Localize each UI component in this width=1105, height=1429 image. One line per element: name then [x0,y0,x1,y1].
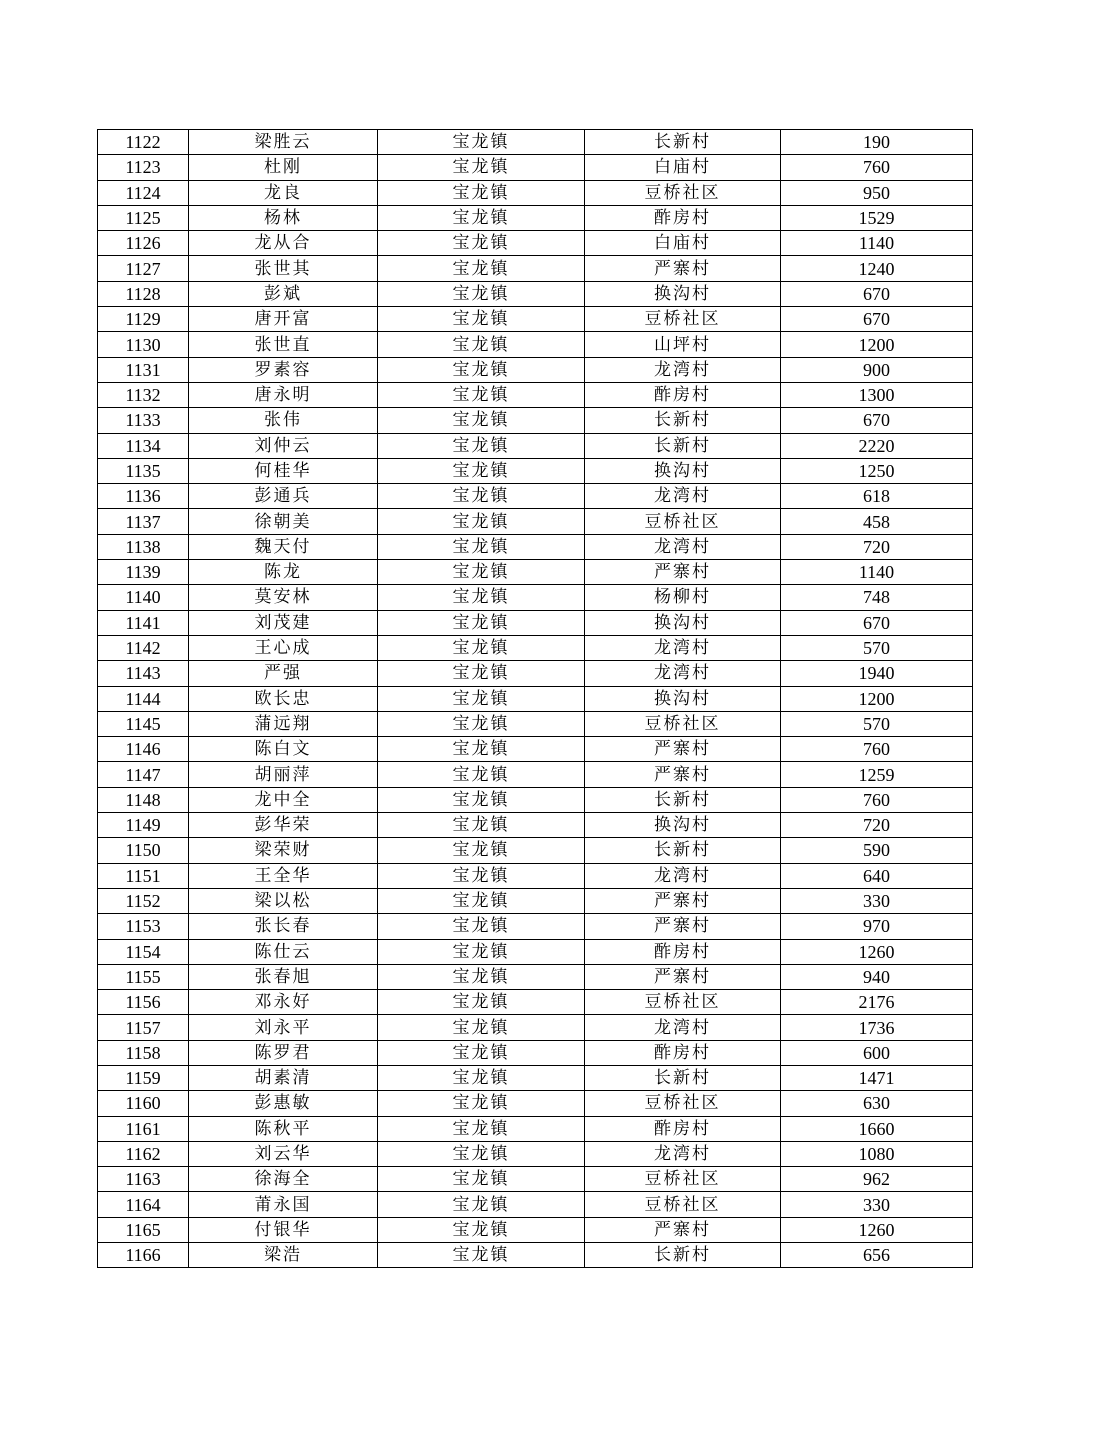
village-cell: 酢房村 [585,205,781,230]
amount-cell: 2176 [781,990,973,1015]
amount-cell: 570 [781,711,973,736]
amount-cell: 330 [781,888,973,913]
amount-cell: 1940 [781,661,973,686]
village-cell: 豆桥社区 [585,180,781,205]
row-number-cell: 1161 [98,1116,189,1141]
table-row [98,939,973,964]
name-cell: 王心成 [189,635,378,660]
table-row [98,357,973,382]
table-row [98,1192,973,1217]
amount-cell: 670 [781,610,973,635]
village-cell: 换沟村 [585,281,781,306]
village-cell: 换沟村 [585,458,781,483]
town-cell: 宝龙镇 [378,635,585,660]
village-cell: 酢房村 [585,1040,781,1065]
row-number-cell: 1138 [98,534,189,559]
amount-cell: 900 [781,357,973,382]
amount-cell: 760 [781,787,973,812]
table-row [98,408,973,433]
village-cell: 龙湾村 [585,357,781,382]
row-number-cell: 1153 [98,914,189,939]
row-number-cell: 1145 [98,711,189,736]
village-cell: 龙湾村 [585,1141,781,1166]
village-cell: 严寨村 [585,1217,781,1242]
town-cell: 宝龙镇 [378,1091,585,1116]
village-cell: 严寨村 [585,914,781,939]
name-cell: 杨林 [189,205,378,230]
town-cell: 宝龙镇 [378,332,585,357]
table-row [98,838,973,863]
table-row [98,1243,973,1268]
row-number-cell: 1123 [98,155,189,180]
amount-cell: 1736 [781,1015,973,1040]
village-cell: 酢房村 [585,939,781,964]
name-cell: 蒲远翔 [189,711,378,736]
amount-cell: 950 [781,180,973,205]
village-cell: 长新村 [585,1243,781,1268]
row-number-cell: 1140 [98,585,189,610]
town-cell: 宝龙镇 [378,155,585,180]
name-cell: 刘永平 [189,1015,378,1040]
village-cell: 豆桥社区 [585,1167,781,1192]
town-cell: 宝龙镇 [378,863,585,888]
table-row [98,1065,973,1090]
row-number-cell: 1135 [98,458,189,483]
amount-cell: 2220 [781,433,973,458]
name-cell: 张春旭 [189,964,378,989]
table-row [98,1116,973,1141]
amount-cell: 1200 [781,332,973,357]
row-number-cell: 1134 [98,433,189,458]
table-row [98,964,973,989]
village-cell: 豆桥社区 [585,1192,781,1217]
village-cell: 豆桥社区 [585,509,781,534]
amount-cell: 1300 [781,382,973,407]
data-table [97,129,973,1268]
row-number-cell: 1165 [98,1217,189,1242]
village-cell: 换沟村 [585,610,781,635]
amount-cell: 1250 [781,458,973,483]
row-number-cell: 1122 [98,130,189,155]
row-number-cell: 1139 [98,560,189,585]
name-cell: 唐永明 [189,382,378,407]
village-cell: 龙湾村 [585,484,781,509]
town-cell: 宝龙镇 [378,1015,585,1040]
amount-cell: 630 [781,1091,973,1116]
name-cell: 梁胜云 [189,130,378,155]
town-cell: 宝龙镇 [378,1192,585,1217]
town-cell: 宝龙镇 [378,1243,585,1268]
table-row [98,1217,973,1242]
table-row [98,787,973,812]
table-row [98,509,973,534]
row-number-cell: 1150 [98,838,189,863]
town-cell: 宝龙镇 [378,130,585,155]
village-cell: 长新村 [585,838,781,863]
table-row [98,433,973,458]
row-number-cell: 1154 [98,939,189,964]
village-cell: 严寨村 [585,888,781,913]
name-cell: 陈仕云 [189,939,378,964]
table-row [98,585,973,610]
row-number-cell: 1157 [98,1015,189,1040]
amount-cell: 1080 [781,1141,973,1166]
row-number-cell: 1151 [98,863,189,888]
table-body [98,130,973,1268]
amount-cell: 1240 [781,256,973,281]
town-cell: 宝龙镇 [378,484,585,509]
table-row [98,1167,973,1192]
name-cell: 张世其 [189,256,378,281]
row-number-cell: 1158 [98,1040,189,1065]
table-row [98,737,973,762]
amount-cell: 618 [781,484,973,509]
village-cell: 豆桥社区 [585,1091,781,1116]
town-cell: 宝龙镇 [378,256,585,281]
table-row [98,914,973,939]
village-cell: 白庙村 [585,231,781,256]
table-row [98,307,973,332]
amount-cell: 1259 [781,762,973,787]
town-cell: 宝龙镇 [378,737,585,762]
table-row [98,1091,973,1116]
town-cell: 宝龙镇 [378,357,585,382]
town-cell: 宝龙镇 [378,990,585,1015]
table-row [98,1141,973,1166]
town-cell: 宝龙镇 [378,888,585,913]
town-cell: 宝龙镇 [378,787,585,812]
name-cell: 龙从合 [189,231,378,256]
amount-cell: 330 [781,1192,973,1217]
village-cell: 严寨村 [585,964,781,989]
town-cell: 宝龙镇 [378,1116,585,1141]
name-cell: 陈白文 [189,737,378,762]
village-cell: 龙湾村 [585,534,781,559]
amount-cell: 590 [781,838,973,863]
village-cell: 豆桥社区 [585,711,781,736]
row-number-cell: 1163 [98,1167,189,1192]
row-number-cell: 1143 [98,661,189,686]
amount-cell: 670 [781,307,973,332]
village-cell: 换沟村 [585,686,781,711]
row-number-cell: 1149 [98,813,189,838]
amount-cell: 748 [781,585,973,610]
village-cell: 豆桥社区 [585,990,781,1015]
amount-cell: 940 [781,964,973,989]
row-number-cell: 1142 [98,635,189,660]
name-cell: 付银华 [189,1217,378,1242]
name-cell: 龙良 [189,180,378,205]
table-row [98,888,973,913]
row-number-cell: 1162 [98,1141,189,1166]
town-cell: 宝龙镇 [378,509,585,534]
name-cell: 欧长忠 [189,686,378,711]
table-row [98,661,973,686]
row-number-cell: 1125 [98,205,189,230]
table-row [98,484,973,509]
amount-cell: 570 [781,635,973,660]
amount-cell: 656 [781,1243,973,1268]
village-cell: 白庙村 [585,155,781,180]
table-row [98,382,973,407]
table-row [98,610,973,635]
name-cell: 邓永好 [189,990,378,1015]
town-cell: 宝龙镇 [378,180,585,205]
table-row [98,686,973,711]
town-cell: 宝龙镇 [378,534,585,559]
name-cell: 彭斌 [189,281,378,306]
name-cell: 刘仲云 [189,433,378,458]
amount-cell: 760 [781,155,973,180]
table-row [98,560,973,585]
town-cell: 宝龙镇 [378,382,585,407]
name-cell: 胡丽萍 [189,762,378,787]
row-number-cell: 1132 [98,382,189,407]
row-number-cell: 1126 [98,231,189,256]
name-cell: 陈龙 [189,560,378,585]
row-number-cell: 1160 [98,1091,189,1116]
town-cell: 宝龙镇 [378,813,585,838]
village-cell: 龙湾村 [585,863,781,888]
row-number-cell: 1155 [98,964,189,989]
row-number-cell: 1144 [98,686,189,711]
amount-cell: 1260 [781,939,973,964]
amount-cell: 1529 [781,205,973,230]
town-cell: 宝龙镇 [378,458,585,483]
name-cell: 莫安林 [189,585,378,610]
village-cell: 酢房村 [585,1116,781,1141]
name-cell: 梁以松 [189,888,378,913]
row-number-cell: 1127 [98,256,189,281]
name-cell: 张伟 [189,408,378,433]
town-cell: 宝龙镇 [378,560,585,585]
amount-cell: 1471 [781,1065,973,1090]
town-cell: 宝龙镇 [378,231,585,256]
town-cell: 宝龙镇 [378,433,585,458]
amount-cell: 720 [781,813,973,838]
town-cell: 宝龙镇 [378,610,585,635]
name-cell: 唐开富 [189,307,378,332]
village-cell: 严寨村 [585,560,781,585]
amount-cell: 720 [781,534,973,559]
table-row [98,813,973,838]
name-cell: 陈秋平 [189,1116,378,1141]
name-cell: 张世直 [189,332,378,357]
table-row [98,534,973,559]
town-cell: 宝龙镇 [378,205,585,230]
town-cell: 宝龙镇 [378,711,585,736]
row-number-cell: 1129 [98,307,189,332]
town-cell: 宝龙镇 [378,1141,585,1166]
table-row [98,130,973,155]
town-cell: 宝龙镇 [378,939,585,964]
village-cell: 豆桥社区 [585,307,781,332]
village-cell: 长新村 [585,408,781,433]
name-cell: 龙中全 [189,787,378,812]
row-number-cell: 1166 [98,1243,189,1268]
amount-cell: 600 [781,1040,973,1065]
name-cell: 张长春 [189,914,378,939]
village-cell: 严寨村 [585,737,781,762]
name-cell: 刘茂建 [189,610,378,635]
amount-cell: 1140 [781,231,973,256]
village-cell: 长新村 [585,787,781,812]
table-row [98,180,973,205]
amount-cell: 670 [781,281,973,306]
table-row [98,635,973,660]
row-number-cell: 1137 [98,509,189,534]
row-number-cell: 1156 [98,990,189,1015]
town-cell: 宝龙镇 [378,281,585,306]
row-number-cell: 1146 [98,737,189,762]
row-number-cell: 1147 [98,762,189,787]
row-number-cell: 1133 [98,408,189,433]
name-cell: 徐海全 [189,1167,378,1192]
village-cell: 山坪村 [585,332,781,357]
village-cell: 龙湾村 [585,635,781,660]
village-cell: 严寨村 [585,256,781,281]
amount-cell: 1140 [781,560,973,585]
row-number-cell: 1148 [98,787,189,812]
name-cell: 彭华荣 [189,813,378,838]
town-cell: 宝龙镇 [378,762,585,787]
village-cell: 换沟村 [585,813,781,838]
row-number-cell: 1128 [98,281,189,306]
table-row [98,231,973,256]
town-cell: 宝龙镇 [378,307,585,332]
name-cell: 梁荣财 [189,838,378,863]
town-cell: 宝龙镇 [378,686,585,711]
town-cell: 宝龙镇 [378,408,585,433]
village-cell: 酢房村 [585,382,781,407]
name-cell: 胡素清 [189,1065,378,1090]
town-cell: 宝龙镇 [378,1065,585,1090]
village-cell: 杨柳村 [585,585,781,610]
table-row [98,256,973,281]
town-cell: 宝龙镇 [378,661,585,686]
amount-cell: 962 [781,1167,973,1192]
amount-cell: 190 [781,130,973,155]
name-cell: 魏天付 [189,534,378,559]
table-row [98,1040,973,1065]
table-row [98,990,973,1015]
town-cell: 宝龙镇 [378,914,585,939]
town-cell: 宝龙镇 [378,1040,585,1065]
table-row [98,711,973,736]
name-cell: 徐朝美 [189,509,378,534]
town-cell: 宝龙镇 [378,585,585,610]
name-cell: 陈罗君 [189,1040,378,1065]
village-cell: 严寨村 [585,762,781,787]
village-cell: 龙湾村 [585,1015,781,1040]
row-number-cell: 1131 [98,357,189,382]
name-cell: 彭通兵 [189,484,378,509]
table-row [98,863,973,888]
row-number-cell: 1136 [98,484,189,509]
table-row [98,205,973,230]
amount-cell: 640 [781,863,973,888]
name-cell: 梁浩 [189,1243,378,1268]
village-cell: 龙湾村 [585,661,781,686]
name-cell: 彭惠敏 [189,1091,378,1116]
amount-cell: 970 [781,914,973,939]
amount-cell: 1660 [781,1116,973,1141]
table-row [98,1015,973,1040]
town-cell: 宝龙镇 [378,1167,585,1192]
village-cell: 长新村 [585,130,781,155]
amount-cell: 670 [781,408,973,433]
village-cell: 长新村 [585,433,781,458]
name-cell: 何桂华 [189,458,378,483]
row-number-cell: 1152 [98,888,189,913]
row-number-cell: 1141 [98,610,189,635]
name-cell: 严强 [189,661,378,686]
row-number-cell: 1159 [98,1065,189,1090]
table-row [98,762,973,787]
amount-cell: 458 [781,509,973,534]
town-cell: 宝龙镇 [378,1217,585,1242]
name-cell: 刘云华 [189,1141,378,1166]
name-cell: 杜刚 [189,155,378,180]
amount-cell: 1200 [781,686,973,711]
town-cell: 宝龙镇 [378,964,585,989]
row-number-cell: 1164 [98,1192,189,1217]
village-cell: 长新村 [585,1065,781,1090]
amount-cell: 760 [781,737,973,762]
table-row [98,458,973,483]
row-number-cell: 1130 [98,332,189,357]
name-cell: 莆永国 [189,1192,378,1217]
table-row [98,332,973,357]
row-number-cell: 1124 [98,180,189,205]
name-cell: 王全华 [189,863,378,888]
table-row [98,281,973,306]
table-row [98,155,973,180]
name-cell: 罗素容 [189,357,378,382]
town-cell: 宝龙镇 [378,838,585,863]
amount-cell: 1260 [781,1217,973,1242]
